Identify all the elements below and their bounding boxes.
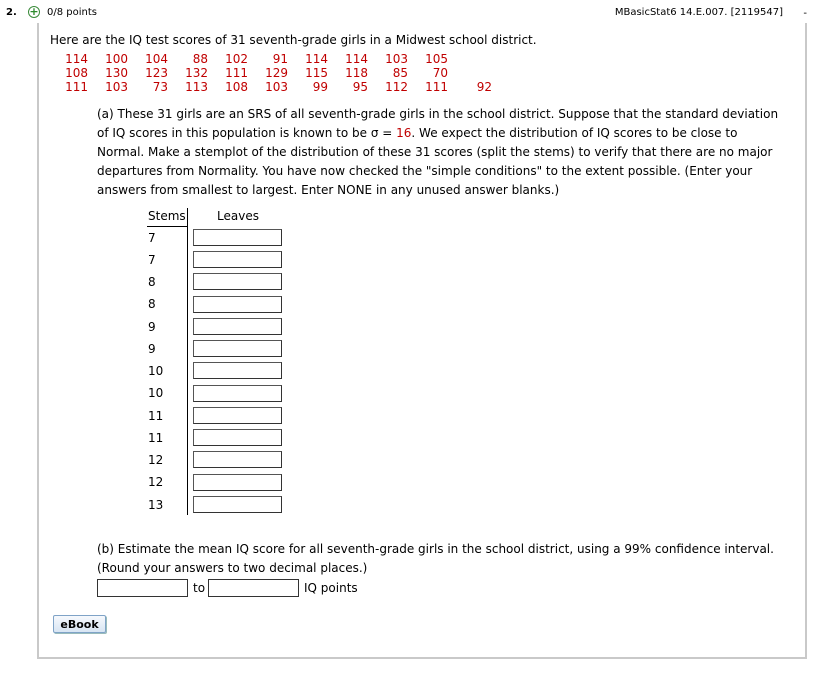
score-value: 88 (192, 52, 208, 66)
part-b-line: (Round your answers to two decimal places.) (97, 561, 368, 575)
leaves-input[interactable] (193, 273, 282, 290)
to-label: to (193, 581, 206, 595)
stems-header: Stems (148, 209, 186, 223)
score-value: 103 (105, 80, 128, 94)
leaves-input[interactable] (193, 385, 282, 402)
part-a-line: (a) These 31 girls are an SRS of all seventh-grade girls in the school district. Suppose that the standard deviation (97, 107, 779, 121)
leaves-header: Leaves (217, 209, 259, 223)
score-value: 114 (305, 52, 328, 66)
part-a-line2-post: . We expect the distribution of IQ scores to be close to (411, 126, 738, 140)
score-value: 103 (265, 80, 288, 94)
stemplot-divider (187, 208, 188, 515)
leaves-input[interactable] (193, 429, 282, 446)
score-value: 108 (65, 66, 88, 80)
ci-upper-input[interactable] (208, 579, 299, 597)
stem-label: 8 (148, 275, 156, 289)
question-number: 2. (6, 7, 17, 18)
stem-label: 11 (148, 409, 164, 423)
score-value: 91 (272, 52, 288, 66)
stem-label: 9 (148, 320, 156, 334)
score-value: 114 (65, 52, 88, 66)
question-intro: Here are the IQ test scores of 31 seventh-grade girls in a Midwest school district. (50, 33, 537, 47)
question-code: MBasicStat6 14.E.007. [2119547] (614, 7, 783, 18)
stem-label: 9 (148, 342, 156, 356)
score-value: 111 (425, 80, 448, 94)
score-value: 99 (312, 80, 328, 94)
points-label: 0/8 points (47, 7, 97, 18)
stem-label: 7 (148, 253, 156, 267)
trailing-dash: - (803, 8, 807, 19)
stemplot-header-rule (147, 226, 188, 227)
score-value: 108 (225, 80, 248, 94)
leaves-input[interactable] (193, 251, 282, 268)
expand-plus-icon[interactable]: + (29, 5, 39, 18)
part-a-line: Normal. Make a stemplot of the distribution of these 31 scores (split the stems) to verify that there are no major (97, 145, 773, 159)
score-value: 102 (225, 52, 248, 66)
iq-points-label: IQ points (304, 581, 358, 595)
stem-label: 12 (148, 475, 164, 489)
ebook-button[interactable]: eBook (53, 615, 106, 633)
stem-label: 10 (148, 364, 164, 378)
leaves-input[interactable] (193, 451, 282, 468)
score-value: 105 (425, 52, 448, 66)
leaves-input[interactable] (193, 340, 282, 357)
sigma-value: 16 (396, 126, 412, 140)
part-b-text (97, 540, 797, 578)
score-value: 92 (476, 80, 492, 94)
part-a-text (97, 105, 797, 200)
stem-label: 8 (148, 297, 156, 311)
part-a-line: answers from smallest to largest. Enter NONE in any unused answer blanks.) (97, 183, 560, 197)
leaves-input[interactable] (193, 362, 282, 379)
score-value: 112 (385, 80, 408, 94)
stem-label: 11 (148, 431, 164, 445)
leaves-input[interactable] (193, 407, 282, 424)
part-b-line: (b) Estimate the mean IQ score for all seventh-grade girls in the school district, using a 99% confidence interval. (97, 542, 774, 556)
part-a-line2-pre: of IQ scores in this population is known to be σ = (97, 126, 397, 140)
leaves-input[interactable] (193, 474, 282, 491)
score-value: 111 (65, 80, 88, 94)
score-value: 129 (265, 66, 288, 80)
score-value: 104 (145, 52, 168, 66)
leaves-input[interactable] (193, 229, 282, 246)
score-value: 115 (305, 66, 328, 80)
score-value: 73 (152, 80, 168, 94)
ci-lower-input[interactable] (97, 579, 188, 597)
stem-label: 13 (148, 498, 164, 512)
score-value: 123 (145, 66, 168, 80)
score-value: 95 (352, 80, 368, 94)
leaves-input[interactable] (193, 496, 282, 513)
score-value: 132 (185, 66, 208, 80)
score-value: 85 (392, 66, 408, 80)
stem-label: 7 (148, 231, 156, 245)
part-a-line (97, 124, 797, 143)
score-value: 111 (225, 66, 248, 80)
stem-label: 10 (148, 386, 164, 400)
part-a-line: departures from Normality. You have now checked the "simple conditions" to the extent possible. (Enter your (97, 164, 753, 178)
score-value: 118 (345, 66, 368, 80)
score-value: 114 (345, 52, 368, 66)
leaves-input[interactable] (193, 296, 282, 313)
leaves-input[interactable] (193, 318, 282, 335)
score-value: 113 (185, 80, 208, 94)
stem-label: 12 (148, 453, 164, 467)
score-value: 100 (105, 52, 128, 66)
score-value: 103 (385, 52, 408, 66)
score-value: 70 (432, 66, 448, 80)
score-value: 130 (105, 66, 128, 80)
